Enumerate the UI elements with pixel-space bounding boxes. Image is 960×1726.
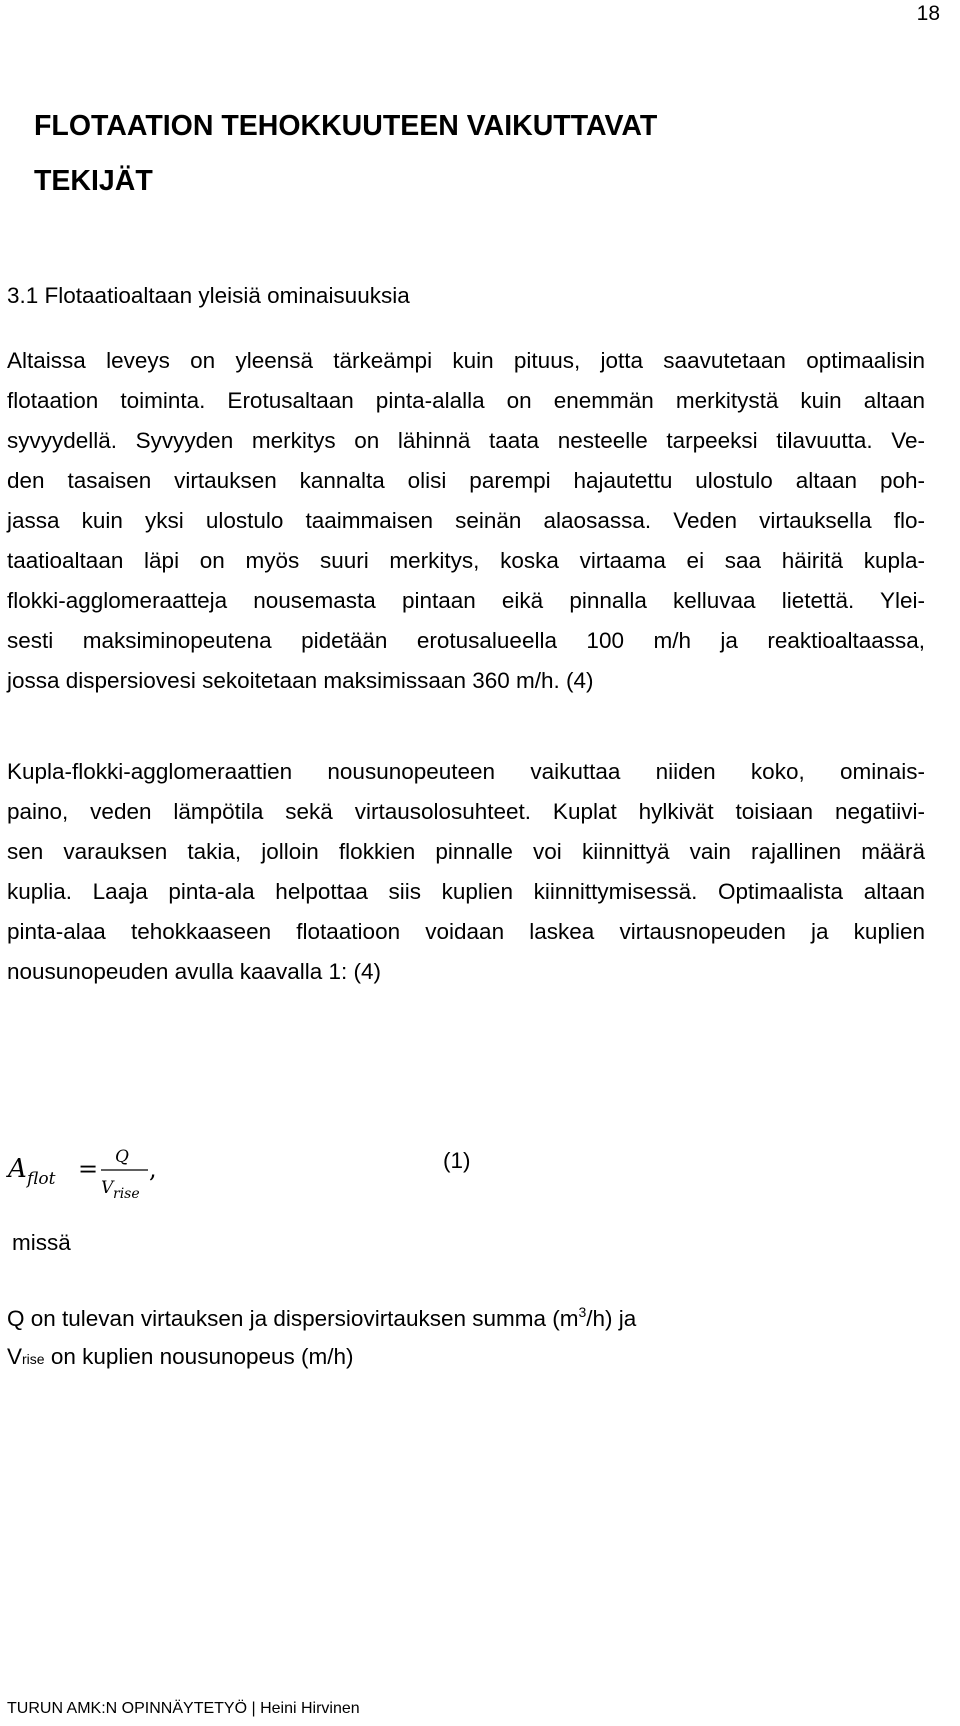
where-label: missä [12,1230,71,1255]
definition-q-unit: /h) ja [586,1306,637,1331]
paragraph-line: kuplia. Laaja pinta-ala helpottaa siis kuplien kiinnittymisessä. Optimaalista altaan [7,879,925,904]
chapter-title-line-2: TEKIJÄT [34,165,153,197]
equation-number: (1) [443,1148,471,1173]
paragraph-line: syvyydellä. Syvyyden merkitys on lähinnä taata nesteelle tarpeeksi tilavuutta. Ve- [7,428,925,453]
paragraph-line: paino, veden lämpötila sekä virtausolosuhteet. Kuplat hylkivät toisiaan negatiivi- [7,799,925,824]
paragraph-line: Kupla-flokki-agglomeraattien nousunopeuteen vaikuttaa niiden koko, ominais- [7,759,925,784]
definition-q-superscript: 3 [578,1304,587,1320]
definition-v-symbol: V [7,1344,23,1369]
paragraph-line: Altaissa leveys on yleensä tärkeämpi kuin pituus, jotta saavutetaan optimaalisin [7,348,925,373]
equation-lhs-symbol: A [8,1154,27,1184]
equation-lhs-subscript: flot [27,1169,56,1189]
paragraph-line: sesti maksiminopeutena pidetään erotusalueella 100 m/h ja reaktioaltaassa, [7,628,925,653]
chapter-title-line-1: FLOTAATION TEHOKKUUTEEN VAIKUTTAVAT [34,110,658,142]
definition-vrise [7,1342,354,1374]
equation-denominator-subscript: rise [113,1186,140,1202]
paragraph-line: den tasaisen virtauksen kannalta olisi parempi hajautettu ulostulo altaan poh- [7,468,925,493]
section-title: 3.1 Flotaatioaltaan yleisiä ominaisuuksia [7,283,410,308]
page-footer: TURUN AMK:N OPINNÄYTETYÖ | Heini Hirvinen [7,1700,360,1717]
definition-q [7,1297,636,1334]
equation-1 [0,1135,960,1205]
definition-v-text: on kuplien nousunopeus (m/h) [44,1344,354,1369]
paragraph-line: taatioaltaan läpi on myös suuri merkitys, koska virtaama ei saa häiritä kupla- [7,548,925,573]
paragraph-line: nousunopeuden avulla kaavalla 1: (4) [7,959,382,984]
equation-denominator-symbol: V [101,1178,114,1198]
paragraph-line: pinta-alaa tehokkaaseen flotaatioon voidaan laskea virtausnopeuden ja kuplien [7,919,925,944]
equation-equals: = [78,1155,99,1183]
paragraph-1 [7,341,925,701]
equation-numerator: Q [115,1147,129,1167]
chapter-title [34,99,894,209]
page-number: 18 [916,2,940,25]
definition-v-subscript: rise [22,1351,45,1367]
paragraph-2 [7,752,925,992]
paragraph-line: sen varauksen takia, jolloin flokkien pinnalle voi kiinnittyä vain rajallinen määrä [7,839,925,864]
paragraph-line: flokki-agglomeraatteja nousemasta pintaan eikä pinnalla kelluvaa lietettä. Ylei- [7,588,925,613]
paragraph-line: flotaation toiminta. Erotusaltaan pinta-alalla on enemmän merkitystä kuin altaan [7,388,925,413]
equation-comma: , [149,1155,157,1183]
paragraph-line: jossa dispersiovesi sekoitetaan maksimissaan 360 m/h. (4) [7,668,594,693]
paragraph-line: jassa kuin yksi ulostulo taaimmaisen seinän alaosassa. Veden virtauksella flo- [7,508,925,533]
definition-q-text: Q on tulevan virtauksen ja dispersiovirtauksen summa (m [7,1306,579,1331]
